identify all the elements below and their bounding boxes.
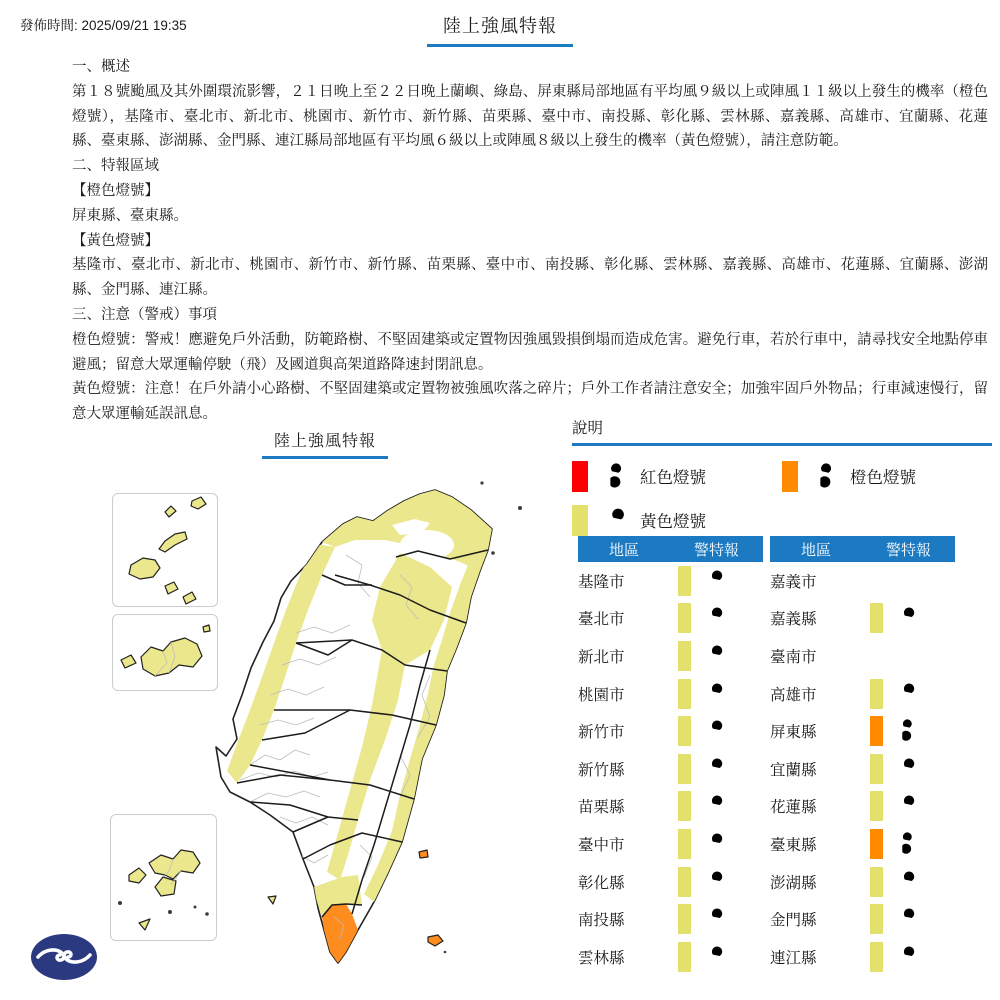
table-row	[578, 637, 763, 675]
region-name: 連江縣	[770, 949, 817, 967]
penghu-inset-box	[110, 814, 217, 941]
warning-sign	[678, 716, 729, 746]
warning-sign	[870, 829, 921, 859]
light-wind-icon	[698, 682, 729, 706]
region-name: 臺南市	[770, 648, 817, 666]
region-name: 高雄市	[770, 686, 817, 704]
light-wind-icon	[698, 569, 729, 593]
section3-orange-advice: 橙色燈號：警戒！應避免戶外活動，防範路樹、不堅固建築或定置物因強風毀損倒塌而造成危害。避免行車，若於行車中，請尋找安全地點停車避風；留意大眾運輸停駛（飛）及國道與高架道路降速封閉訊息。	[72, 331, 988, 373]
taipei-basin-white	[400, 530, 454, 560]
orchid-island	[428, 935, 443, 946]
table-row	[770, 637, 955, 675]
cwa-logo	[28, 930, 100, 984]
warning-table-left	[578, 536, 763, 976]
warning-sign	[678, 641, 729, 671]
region-name: 金門縣	[770, 912, 817, 930]
warning-sign	[678, 942, 729, 972]
warning-sign	[678, 904, 729, 934]
light-wind-icon	[890, 870, 921, 894]
signal-badge	[870, 754, 883, 784]
region-name: 新竹縣	[578, 761, 625, 779]
table-row	[578, 825, 763, 863]
section3-yellow-advice: 黃色燈號：注意！在戶外請小心路樹、不堅固建築或定置物被強風吹落之碎片；戶外工作者請注意安全；加強牢固戶外物品；行車減速慢行，留意大眾運輸延誤訊息。	[72, 381, 988, 423]
legend-item-red	[572, 454, 782, 498]
signal-badge	[870, 904, 883, 934]
light-wind-icon	[698, 945, 729, 969]
region-name: 嘉義市	[770, 573, 817, 591]
table-row	[770, 938, 955, 976]
table-row	[578, 788, 763, 826]
light-wind-icon	[698, 907, 729, 931]
matsu-islands-map	[113, 494, 217, 606]
publish-time: 發佈時間: 2025/09/21 19:35	[20, 18, 187, 33]
strong-wind-icon	[890, 832, 921, 856]
orange-signal-swatch	[782, 461, 798, 492]
table-row	[770, 562, 955, 600]
signal-badge	[678, 829, 691, 859]
signal-badge	[870, 829, 883, 859]
table-row	[770, 825, 955, 863]
signal-badge	[678, 904, 691, 934]
light-wind-icon	[698, 870, 729, 894]
section2-yellow-area: 基隆市、臺北市、新北市、桃園市、新竹市、新竹縣、苗栗縣、臺中市、南投縣、彰化縣、雲林縣、嘉義縣、高雄市、花蓮縣、宜蘭縣、澎湖縣、金門縣、連江縣。	[72, 257, 988, 299]
penghu-islands-map	[111, 815, 216, 940]
table-header	[578, 536, 763, 562]
yellow-signal-swatch	[572, 505, 588, 536]
warning-sign	[678, 829, 729, 859]
region-name: 苗栗縣	[578, 799, 625, 817]
signal-badge	[678, 566, 691, 596]
pengjia-islet	[480, 481, 483, 484]
table-row	[578, 712, 763, 750]
region-name: 南投縣	[578, 912, 625, 930]
table-row	[578, 562, 763, 600]
light-wind-icon	[596, 507, 632, 534]
warning-sign	[870, 716, 921, 746]
signal-badge	[870, 716, 883, 746]
warning-sign	[678, 679, 729, 709]
red-signal-swatch	[572, 461, 588, 492]
region-name: 花蓮縣	[770, 799, 817, 817]
table-row	[770, 750, 955, 788]
region-name: 基隆市	[578, 573, 625, 591]
signal-badge	[678, 942, 691, 972]
signal-badge	[678, 679, 691, 709]
warning-sign	[678, 867, 729, 897]
table-row	[578, 750, 763, 788]
warning-sign	[870, 867, 921, 897]
table-row	[770, 788, 955, 826]
warning-sign	[870, 942, 921, 972]
legend	[572, 416, 992, 542]
strong-wind-icon	[596, 463, 632, 490]
light-wind-icon	[698, 644, 729, 668]
region-column-header: 地區	[608, 541, 639, 559]
warning-sign	[870, 904, 921, 934]
light-wind-icon	[890, 945, 921, 969]
region-name: 臺東縣	[770, 836, 817, 854]
north-islet	[518, 506, 522, 510]
signal-badge	[678, 791, 691, 821]
warning-sign	[678, 754, 729, 784]
table-row	[770, 600, 955, 638]
table-row	[770, 675, 955, 713]
strong-wind-icon	[806, 463, 842, 490]
signal-badge	[678, 716, 691, 746]
legend-label: 橙色燈號	[850, 469, 916, 487]
warning-table-right	[770, 536, 955, 976]
table-row	[578, 863, 763, 901]
light-wind-icon	[698, 832, 729, 856]
signal-badge	[678, 603, 691, 633]
region-name: 屏東縣	[770, 724, 817, 742]
table-row	[770, 900, 955, 938]
map-title: 陸上強風特報	[262, 428, 388, 459]
report-body	[72, 55, 988, 427]
section2-orange-area: 屏東縣、臺東縣。	[72, 207, 188, 224]
warning-sign	[678, 603, 729, 633]
table-row	[578, 900, 763, 938]
signal-badge	[870, 867, 883, 897]
region-name: 新北市	[578, 648, 625, 666]
kinmen-inset-box	[112, 614, 218, 691]
light-wind-icon	[698, 606, 729, 630]
legend-label: 黃色燈號	[640, 513, 706, 531]
page-title-wrap	[0, 12, 1000, 47]
section2-orange-tag: 【橙色燈號】	[72, 182, 159, 199]
signal-badge	[678, 867, 691, 897]
section1-heading: 一、概述	[72, 59, 130, 75]
section2-heading: 二、特報區域	[72, 158, 159, 175]
little-orchid-islet	[444, 951, 447, 954]
region-name: 桃園市	[578, 686, 625, 704]
table-row	[578, 675, 763, 713]
legend-label: 紅色燈號	[640, 469, 706, 487]
warning-sign	[870, 679, 921, 709]
section1-paragraph: 第１８號颱風及其外圍環流影響，２１日晚上至２２日晚上蘭嶼、綠島、屏東縣局部地區有平均風９級以上或陣風１１級以上發生的機率（橙色燈號），基隆市、臺北市、新北市、桃園市、新竹市、新竹縣、苗栗縣、臺中市、南投縣、彰化縣、雲林縣、嘉義縣、高雄市、宜蘭縣、花蓮縣、臺東縣、澎湖縣、金門縣、連江縣局部地區有平均風６級以上或陣風８級以上發生的機率（黃色燈號），請注意防範。	[72, 83, 988, 150]
signal-badge	[870, 679, 883, 709]
table-row	[578, 600, 763, 638]
warning-sign	[870, 791, 921, 821]
liuqiu-island	[268, 896, 276, 904]
signal-badge	[870, 603, 883, 633]
region-name: 新竹市	[578, 724, 625, 742]
table-row	[770, 863, 955, 901]
legend-items	[572, 454, 992, 542]
region-name: 宜蘭縣	[770, 761, 817, 779]
light-wind-icon	[698, 719, 729, 743]
page-title: 陸上強風特報	[427, 12, 573, 47]
region-name: 澎湖縣	[770, 874, 817, 892]
table-row	[578, 938, 763, 976]
legend-title: 說明	[572, 420, 604, 437]
section2-yellow-tag: 【黃色燈號】	[72, 232, 159, 249]
region-name: 臺中市	[578, 836, 625, 854]
sign-column-header: 警特報	[885, 541, 931, 559]
signal-badge	[678, 641, 691, 671]
section3-heading: 三、注意（警戒）事項	[72, 306, 217, 323]
green-island	[419, 850, 428, 858]
table-row	[770, 712, 955, 750]
signal-badge	[870, 791, 883, 821]
region-name: 嘉義縣	[770, 611, 817, 629]
kinmen-islands-map	[113, 615, 217, 690]
guishan-island	[491, 551, 495, 555]
legend-divider	[572, 443, 992, 446]
map-section	[100, 425, 562, 1000]
signal-badge	[870, 942, 883, 972]
sign-column-header: 警特報	[693, 541, 739, 559]
light-wind-icon	[890, 606, 921, 630]
light-wind-icon	[890, 682, 921, 706]
light-wind-icon	[890, 794, 921, 818]
region-name: 臺北市	[578, 611, 625, 629]
region-name: 雲林縣	[578, 949, 625, 967]
region-name: 彰化縣	[578, 874, 625, 892]
warning-sign	[678, 791, 729, 821]
warning-sign	[870, 754, 921, 784]
warning-sign	[678, 566, 729, 596]
light-wind-icon	[698, 794, 729, 818]
table-header	[770, 536, 955, 562]
signal-badge	[678, 754, 691, 784]
matsu-inset-box	[112, 493, 218, 607]
light-wind-icon	[890, 907, 921, 931]
warning-sign	[870, 603, 921, 633]
light-wind-icon	[698, 757, 729, 781]
strong-wind-icon	[890, 719, 921, 743]
light-wind-icon	[890, 757, 921, 781]
legend-item-orange	[782, 454, 992, 498]
region-column-header: 地區	[800, 541, 831, 559]
